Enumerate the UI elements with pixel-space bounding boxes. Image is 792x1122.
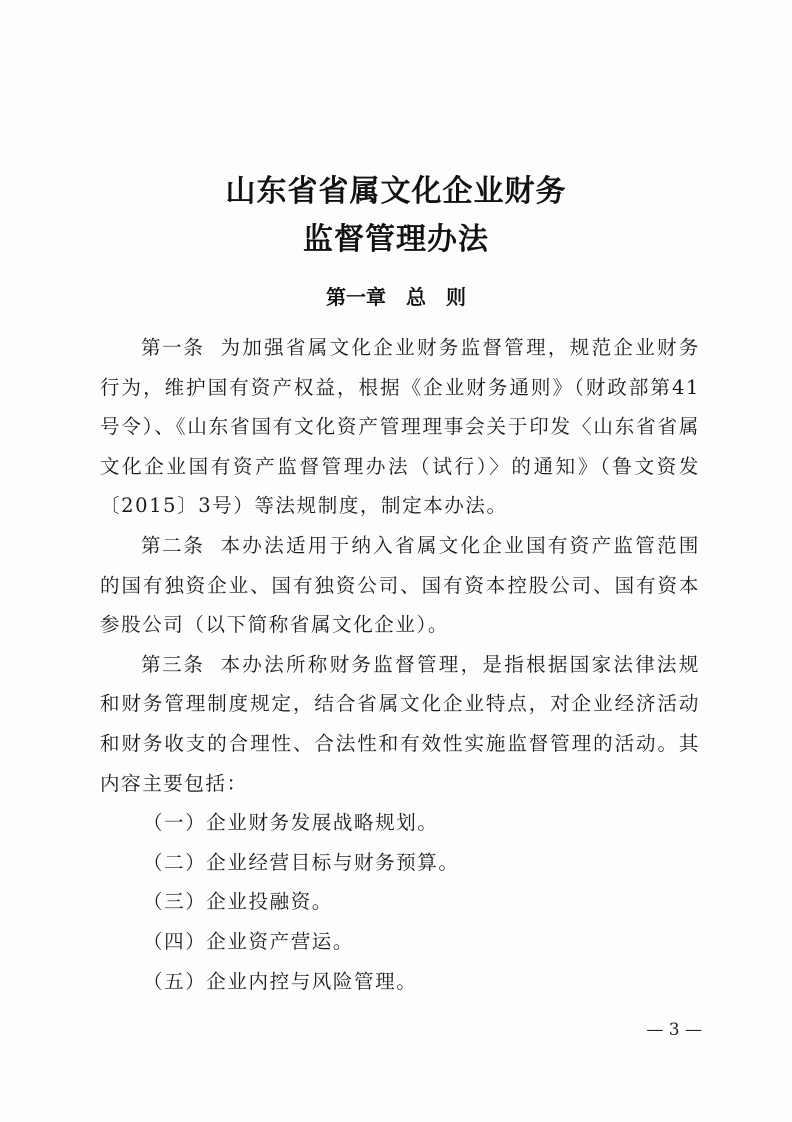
list-item: （四）企业资产营运。 — [143, 929, 355, 953]
article-label: 第三条 — [140, 652, 205, 676]
list-item: （五）企业内控与风险管理。 — [143, 969, 418, 993]
document-body — [100, 328, 700, 1001]
list-item: （三）企业投融资。 — [143, 890, 333, 914]
article-3 — [100, 645, 700, 803]
page-number: — 3 — — [646, 1020, 702, 1040]
title-line-1: 山东省省属文化企业财务 — [225, 174, 567, 209]
article-text: 本办法所称财务监督管理，是指根据国家法律法规和财务管理制度规定，结合省属文化企业特点，对企业经济活动和财务收支的合理性、合法性和有效性实施监督管理的活动。其内容主要包括： — [100, 652, 700, 795]
title-line-2: 监督管理办法 — [303, 222, 489, 257]
article-1 — [100, 328, 700, 526]
article-label: 第二条 — [140, 533, 205, 557]
list-item: （一）企业财务发展战略规划。 — [143, 811, 439, 835]
article-2 — [100, 526, 700, 645]
document-title — [0, 168, 792, 264]
chapter-heading: 第一章 总 则 — [326, 285, 466, 309]
article-text: 为加强省属文化企业财务监督管理，规范企业财务行为，维护国有资产权益，根据《企业财务通则》（财政部第41号令）、《山东省国有文化资产管理理事会关于印发〈山东省省属文化企业国有资产监督管理办法（试行）〉的通知》（鲁文资发〔2015〕3号）等法规制度，制定本办法。 — [100, 336, 700, 518]
list-item: （二）企业经营目标与财务预算。 — [143, 850, 460, 874]
article-label: 第一条 — [140, 336, 205, 359]
article-text: 本办法适用于纳入省属文化企业国有资产监管范围的国有独资企业、国有独资公司、国有资本控股公司、国有资本参股公司（以下简称省属文化企业）。 — [100, 533, 700, 637]
